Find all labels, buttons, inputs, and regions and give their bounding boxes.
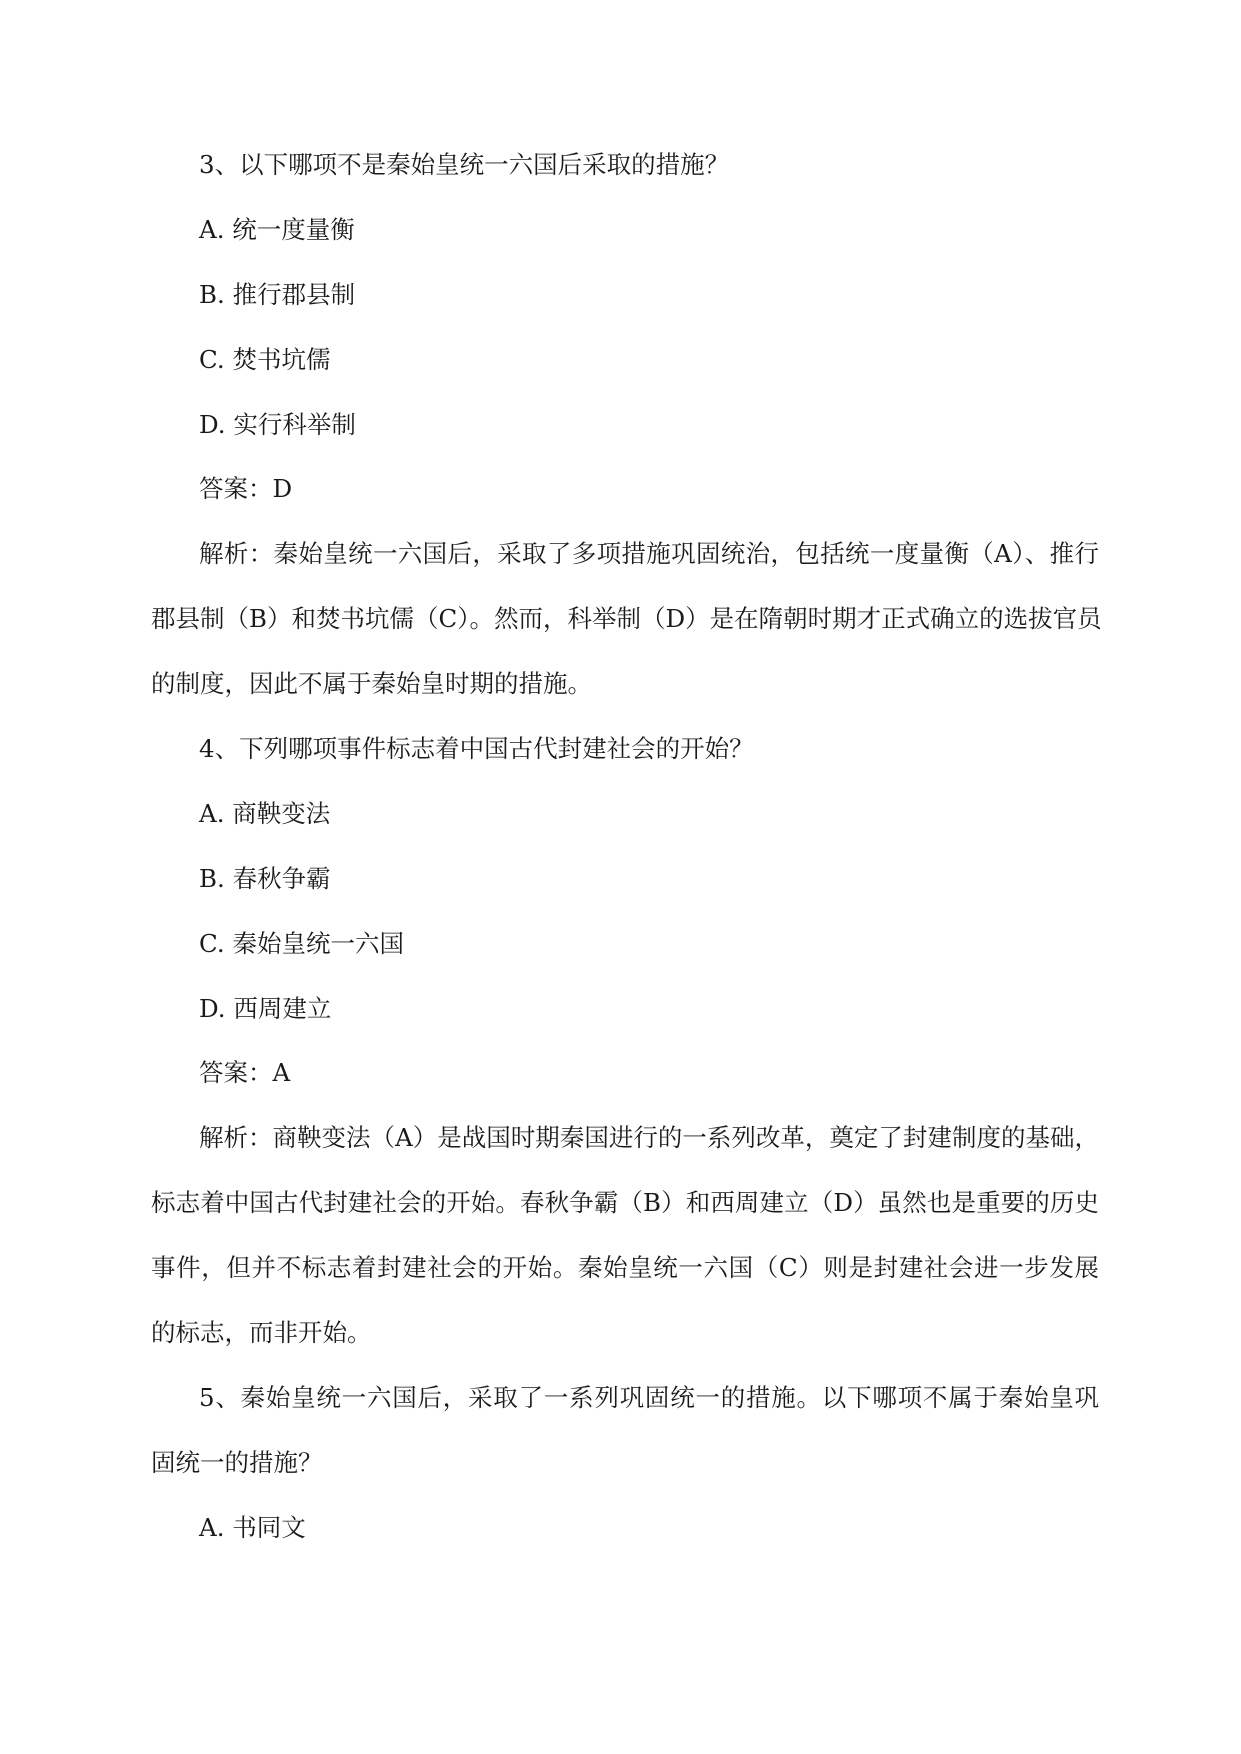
question-5-line-2: 固统一的措施？ (151, 1447, 323, 1477)
question-4-explanation-line-4: 的标志，而非开始。 (151, 1318, 372, 1348)
question-3-answer: 答案：D (199, 474, 293, 504)
question-3-option-c: C. 焚书坑儒 (199, 344, 331, 374)
question-3-option-d: D. 实行科举制 (199, 409, 356, 439)
question-3: 3、以下哪项不是秦始皇统一六国后采取的措施？ (199, 150, 730, 179)
question-4: 4、下列哪项事件标志着中国古代封建社会的开始？ (199, 734, 754, 764)
question-4-explanation-line-2: 标志着中国古代封建社会的开始。春秋争霸（B）和西周建立（D）虽然也是重要的历史 (151, 1188, 1099, 1218)
question-5-line-1: 5、秦始皇统一六国后，采取了一系列巩固统一的措施。以下哪项不属于秦始皇巩 (199, 1382, 1099, 1412)
question-4-option-d: D. 西周建立 (199, 993, 332, 1023)
question-3-explanation-line-1: 解析：秦始皇统一六国后，采取了多项措施巩固统治，包括统一度量衡（A）、推行 (199, 539, 1099, 569)
question-3-option-b: B. 推行郡县制 (199, 279, 356, 309)
question-4-explanation-line-3: 事件，但并不标志着封建社会的开始。秦始皇统一六国（C）则是封建社会进一步发展 (151, 1253, 1099, 1283)
question-4-option-c: C. 秦始皇统一六国 (199, 928, 404, 958)
question-4-answer: 答案：A (199, 1058, 291, 1088)
question-4-option-b: B. 春秋争霸 (199, 863, 331, 893)
question-5-option-a: A. 书同文 (199, 1512, 306, 1542)
question-4-explanation-line-1: 解析：商鞅变法（A）是战国时期秦国进行的一系列改革，奠定了封建制度的基础， (199, 1123, 1099, 1153)
question-3-explanation-line-2: 郡县制（B）和焚书坑儒（C）。然而，科举制（D）是在隋朝时期才正式确立的选拔官员 (151, 604, 1102, 634)
question-4-option-a: A. 商鞅变法 (199, 798, 331, 828)
question-3-explanation-line-3: 的制度，因此不属于秦始皇时期的措施。 (151, 669, 592, 699)
document-body (151, 147, 1102, 1575)
question-3-option-a: A. 统一度量衡 (199, 214, 355, 244)
